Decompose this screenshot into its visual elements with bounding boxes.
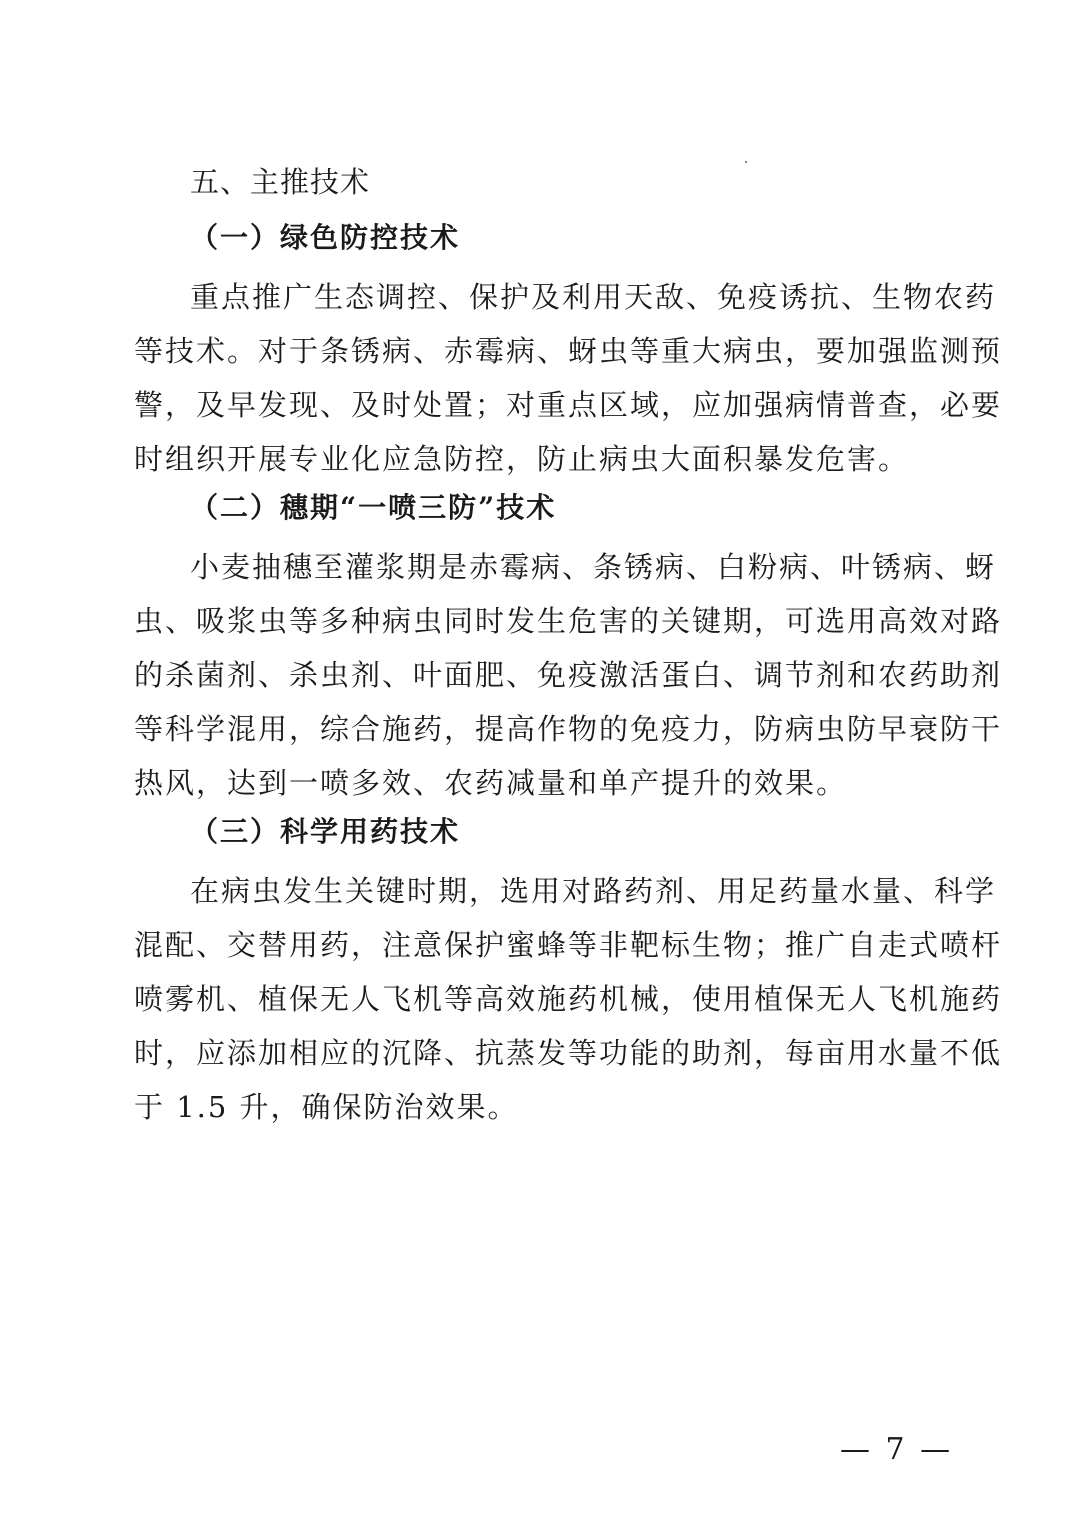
- scan-speck: [745, 161, 747, 163]
- paragraph-line: 于 1.5 升，确保防治效果。: [134, 1090, 519, 1124]
- paragraph-line: 时组织开展专业化应急防控，防止病虫大面积暴发危害。: [134, 442, 910, 476]
- paragraph-line: 警，及早发现、及时处置；对重点区域，应加强病情普查，必要: [134, 388, 1003, 422]
- paragraph-line: 在病虫发生关键时期，选用对路药剂、用足药量水量、科学: [190, 874, 997, 908]
- section-1-paragraph: [134, 270, 1003, 486]
- paragraph-line: 时，应添加相应的沉降、抗蒸发等功能的助剂，每亩用水量不低: [134, 1036, 1003, 1070]
- paragraph-line: 混配、交替用药，注意保护蜜蜂等非靶标生物；推广自走式喷杆: [134, 928, 1003, 962]
- paragraph-line: 重点推广生态调控、保护及利用天敌、免疫诱抗、生物农药: [190, 280, 997, 314]
- paragraph-line: 喷雾机、植保无人飞机等高效施药机械，使用植保无人飞机施药: [134, 982, 1003, 1016]
- section-3-title: （三）科学用药技术: [190, 815, 461, 848]
- paragraph-line: 虫、吸浆虫等多种病虫同时发生危害的关键期，可选用高效对路: [134, 604, 1003, 638]
- section-1-title: （一）绿色防控技术: [190, 221, 461, 254]
- paragraph-line: 等科学混用，综合施药，提高作物的免疫力，防病虫防早衰防干: [134, 712, 1003, 746]
- section-3-paragraph: [134, 864, 1003, 1134]
- paragraph-line: 小麦抽穗至灌浆期是赤霉病、条锈病、白粉病、叶锈病、蚜: [190, 550, 997, 584]
- paragraph-line: 等技术。对于条锈病、赤霉病、蚜虫等重大病虫，要加强监测预: [134, 334, 1003, 368]
- page-number: — 7 —: [840, 1432, 954, 1467]
- section-2-title: （二）穗期“一喷三防”技术: [190, 491, 557, 524]
- main-heading: 五、主推技术: [190, 165, 371, 199]
- section-2-paragraph: [134, 540, 1003, 810]
- paragraph-line: 热风，达到一喷多效、农药减量和单产提升的效果。: [134, 766, 848, 800]
- paragraph-line: 的杀菌剂、杀虫剂、叶面肥、免疫激活蛋白、调节剂和农药助剂: [134, 658, 1003, 692]
